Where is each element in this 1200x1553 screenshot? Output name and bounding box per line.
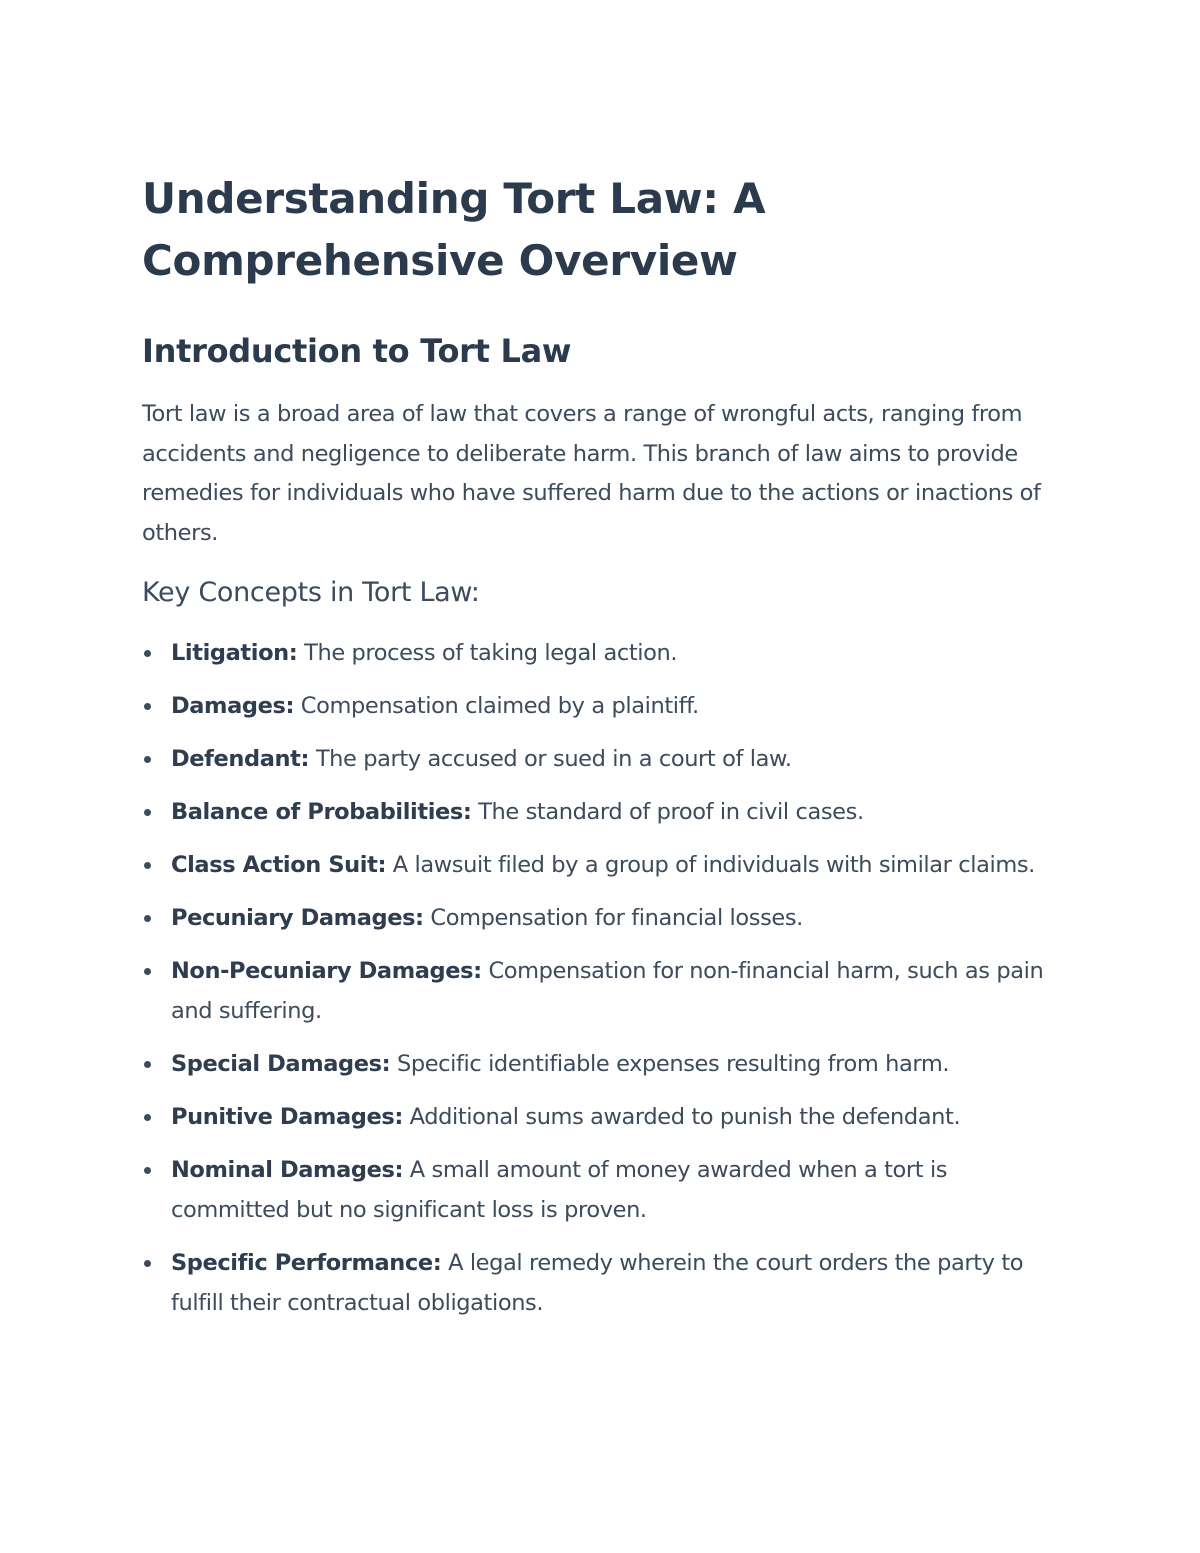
concept-term: Litigation:: [171, 640, 298, 666]
list-item: [142, 633, 1062, 673]
section-heading: Introduction to Tort Law: [142, 332, 572, 370]
list-item: [142, 1150, 1062, 1230]
intro-paragraph: Tort law is a broad area of law that covers a range of wrongful acts, ranging from accidents and negligence to deliberate harm. This branch of law aims to provide remedies for individuals who have suffered harm due to the actions or inactions of others.: [142, 401, 1041, 546]
concept-term: Damages:: [171, 693, 295, 719]
concept-definition: Compensation claimed by a plaintiff.: [294, 693, 699, 719]
bullet-icon: [144, 915, 151, 922]
concept-term: Balance of Probabilities:: [171, 799, 472, 825]
concept-list: [142, 633, 1062, 1323]
bullet-icon: [144, 862, 151, 869]
key-concepts-heading: Key Concepts in Tort Law:: [142, 577, 480, 608]
bullet-icon: [144, 1167, 151, 1174]
document-title: Understanding Tort Law: A Comprehensive Overview: [142, 174, 766, 285]
bullet-icon: [144, 650, 151, 657]
concept-term: Class Action Suit:: [171, 852, 387, 878]
concept-definition: Additional sums awarded to punish the defendant.: [402, 1104, 961, 1130]
list-item: [142, 951, 1062, 1031]
concept-term: Special Damages:: [171, 1051, 391, 1077]
bullet-icon: [144, 756, 151, 763]
concept-term: Nominal Damages:: [171, 1157, 404, 1183]
concept-definition: Specific identifiable expenses resulting from harm.: [390, 1051, 950, 1077]
list-item: [142, 1044, 1062, 1084]
bullet-icon: [144, 1114, 151, 1121]
concept-term: Punitive Damages:: [171, 1104, 403, 1130]
list-item: [142, 1097, 1062, 1137]
document-page: [142, 168, 1062, 1336]
concept-term: Defendant:: [171, 746, 310, 772]
bullet-icon: [144, 968, 151, 975]
list-item: [142, 845, 1062, 885]
list-item: [142, 686, 1062, 726]
bullet-icon: [144, 1061, 151, 1068]
concept-definition: A lawsuit filed by a group of individuals with similar claims.: [386, 852, 1035, 878]
concept-definition: The process of taking legal action.: [297, 640, 678, 666]
concept-term: Non-Pecuniary Damages:: [171, 958, 482, 984]
bullet-icon: [144, 703, 151, 710]
concept-definition: A small amount of money awarded when a tort is committed but no significant loss is proven.: [171, 1157, 948, 1223]
concept-term: Specific Performance:: [171, 1250, 442, 1276]
list-item: [142, 792, 1062, 832]
concept-definition: Compensation for non-financial harm, such as pain and suffering.: [171, 958, 1044, 1024]
concept-term: Pecuniary Damages:: [171, 905, 424, 931]
bullet-icon: [144, 809, 151, 816]
list-item: [142, 898, 1062, 938]
list-item: [142, 1243, 1062, 1323]
concept-definition: The standard of proof in civil cases.: [471, 799, 864, 825]
concept-definition: Compensation for financial losses.: [423, 905, 803, 931]
bullet-icon: [144, 1260, 151, 1267]
concept-definition: The party accused or sued in a court of law.: [309, 746, 792, 772]
list-item: [142, 739, 1062, 779]
concept-definition: A legal remedy wherein the court orders the party to fulfill their contractual obligations.: [171, 1250, 1024, 1316]
